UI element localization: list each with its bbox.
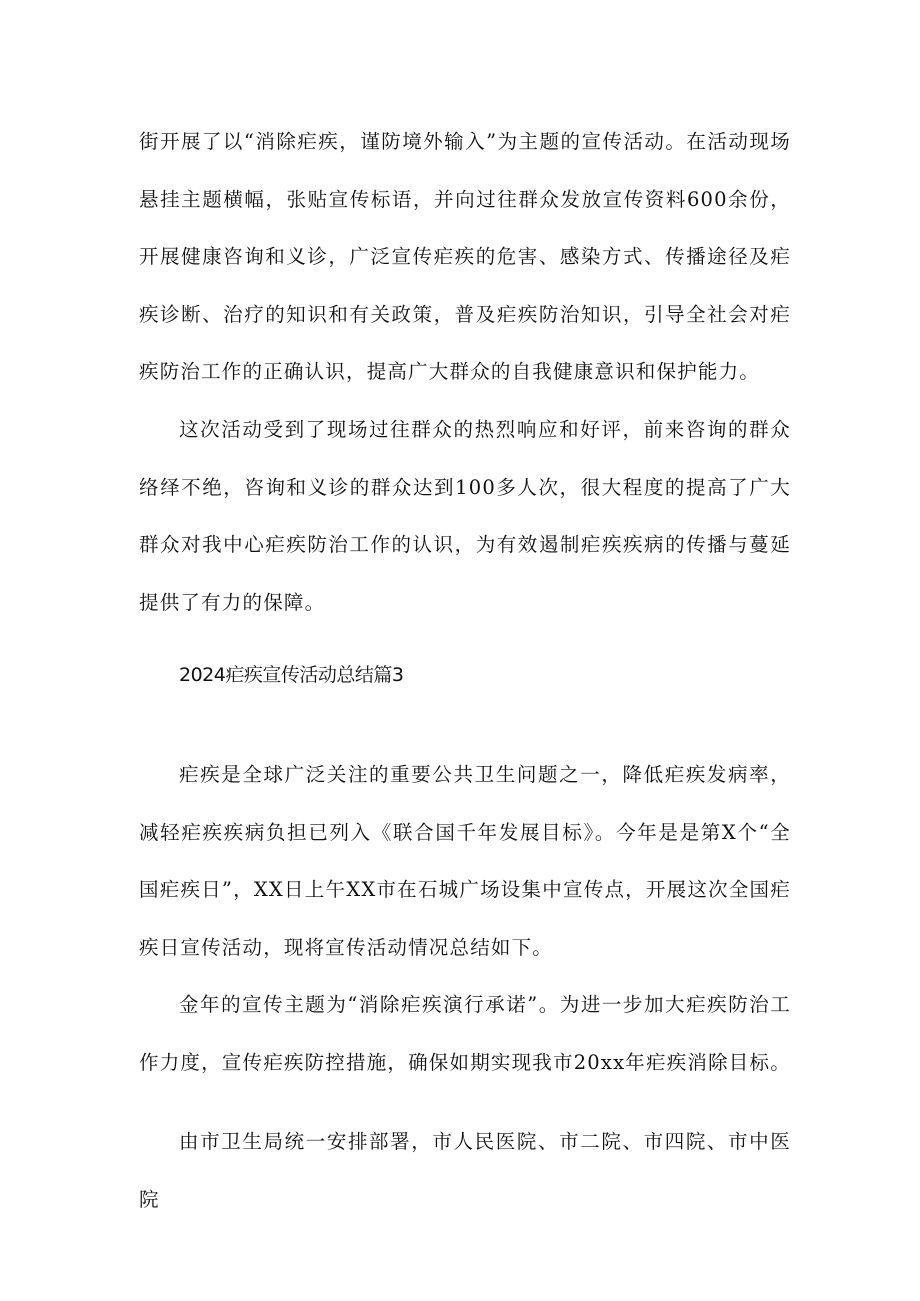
section-heading: 2024疟疾宣传活动总结篇3 — [179, 664, 404, 686]
paragraph-malaria-background: 疟疾是全球广泛关注的重要公共卫生问题之一，降低疟疾发病率，减轻疟疾疾病负担已列入《联合国千年发展目标》。今年是是第X个“全国疟疾日”，XX日上午XX市在石城广场设集中宣传点，开展这次全国疟疾日宣传活动，现将宣传活动情况总结如下。 — [139, 763, 791, 959]
paragraph-theme: 金年的宣传主题为“消除疟疾演行承诺”。为进一步加大疟疾防治工作力度，宣传疟疾防控措施，确保如期实现我市20xx年疟疾消除目标。 — [139, 993, 791, 1074]
paragraph-arrangement: 由市卫生局统一安排部署，市人民医院、市二院、市四院、市中医院 — [139, 1130, 791, 1211]
paragraph-campaign-activities: 街开展了以“消除疟疾，谨防境外输入”为主题的宣传活动。在活动现场悬挂主题横幅，张贴宣传标语，并向过往群众发放宣传资料600余份，开展健康咨询和义诊，广泛宣传疟疾的危害、感染方式、传播途径及疟疾诊断、治疗的知识和有关政策，普及疟疾防治知识，引导全社会对疟疾防治工作的正确认识，提高广大群众的自我健康意识和保护能力。 — [139, 130, 791, 383]
paragraph-public-response: 这次活动受到了现场过往群众的热烈响应和好评，前来咨询的群众络绎不绝，咨询和义诊的群众达到100多人次，很大程度的提高了广大群众对我中心疟疾防治工作的认识，为有效遏制疟疾疾病的传播与蔓延提供了有力的保障。 — [139, 418, 791, 614]
